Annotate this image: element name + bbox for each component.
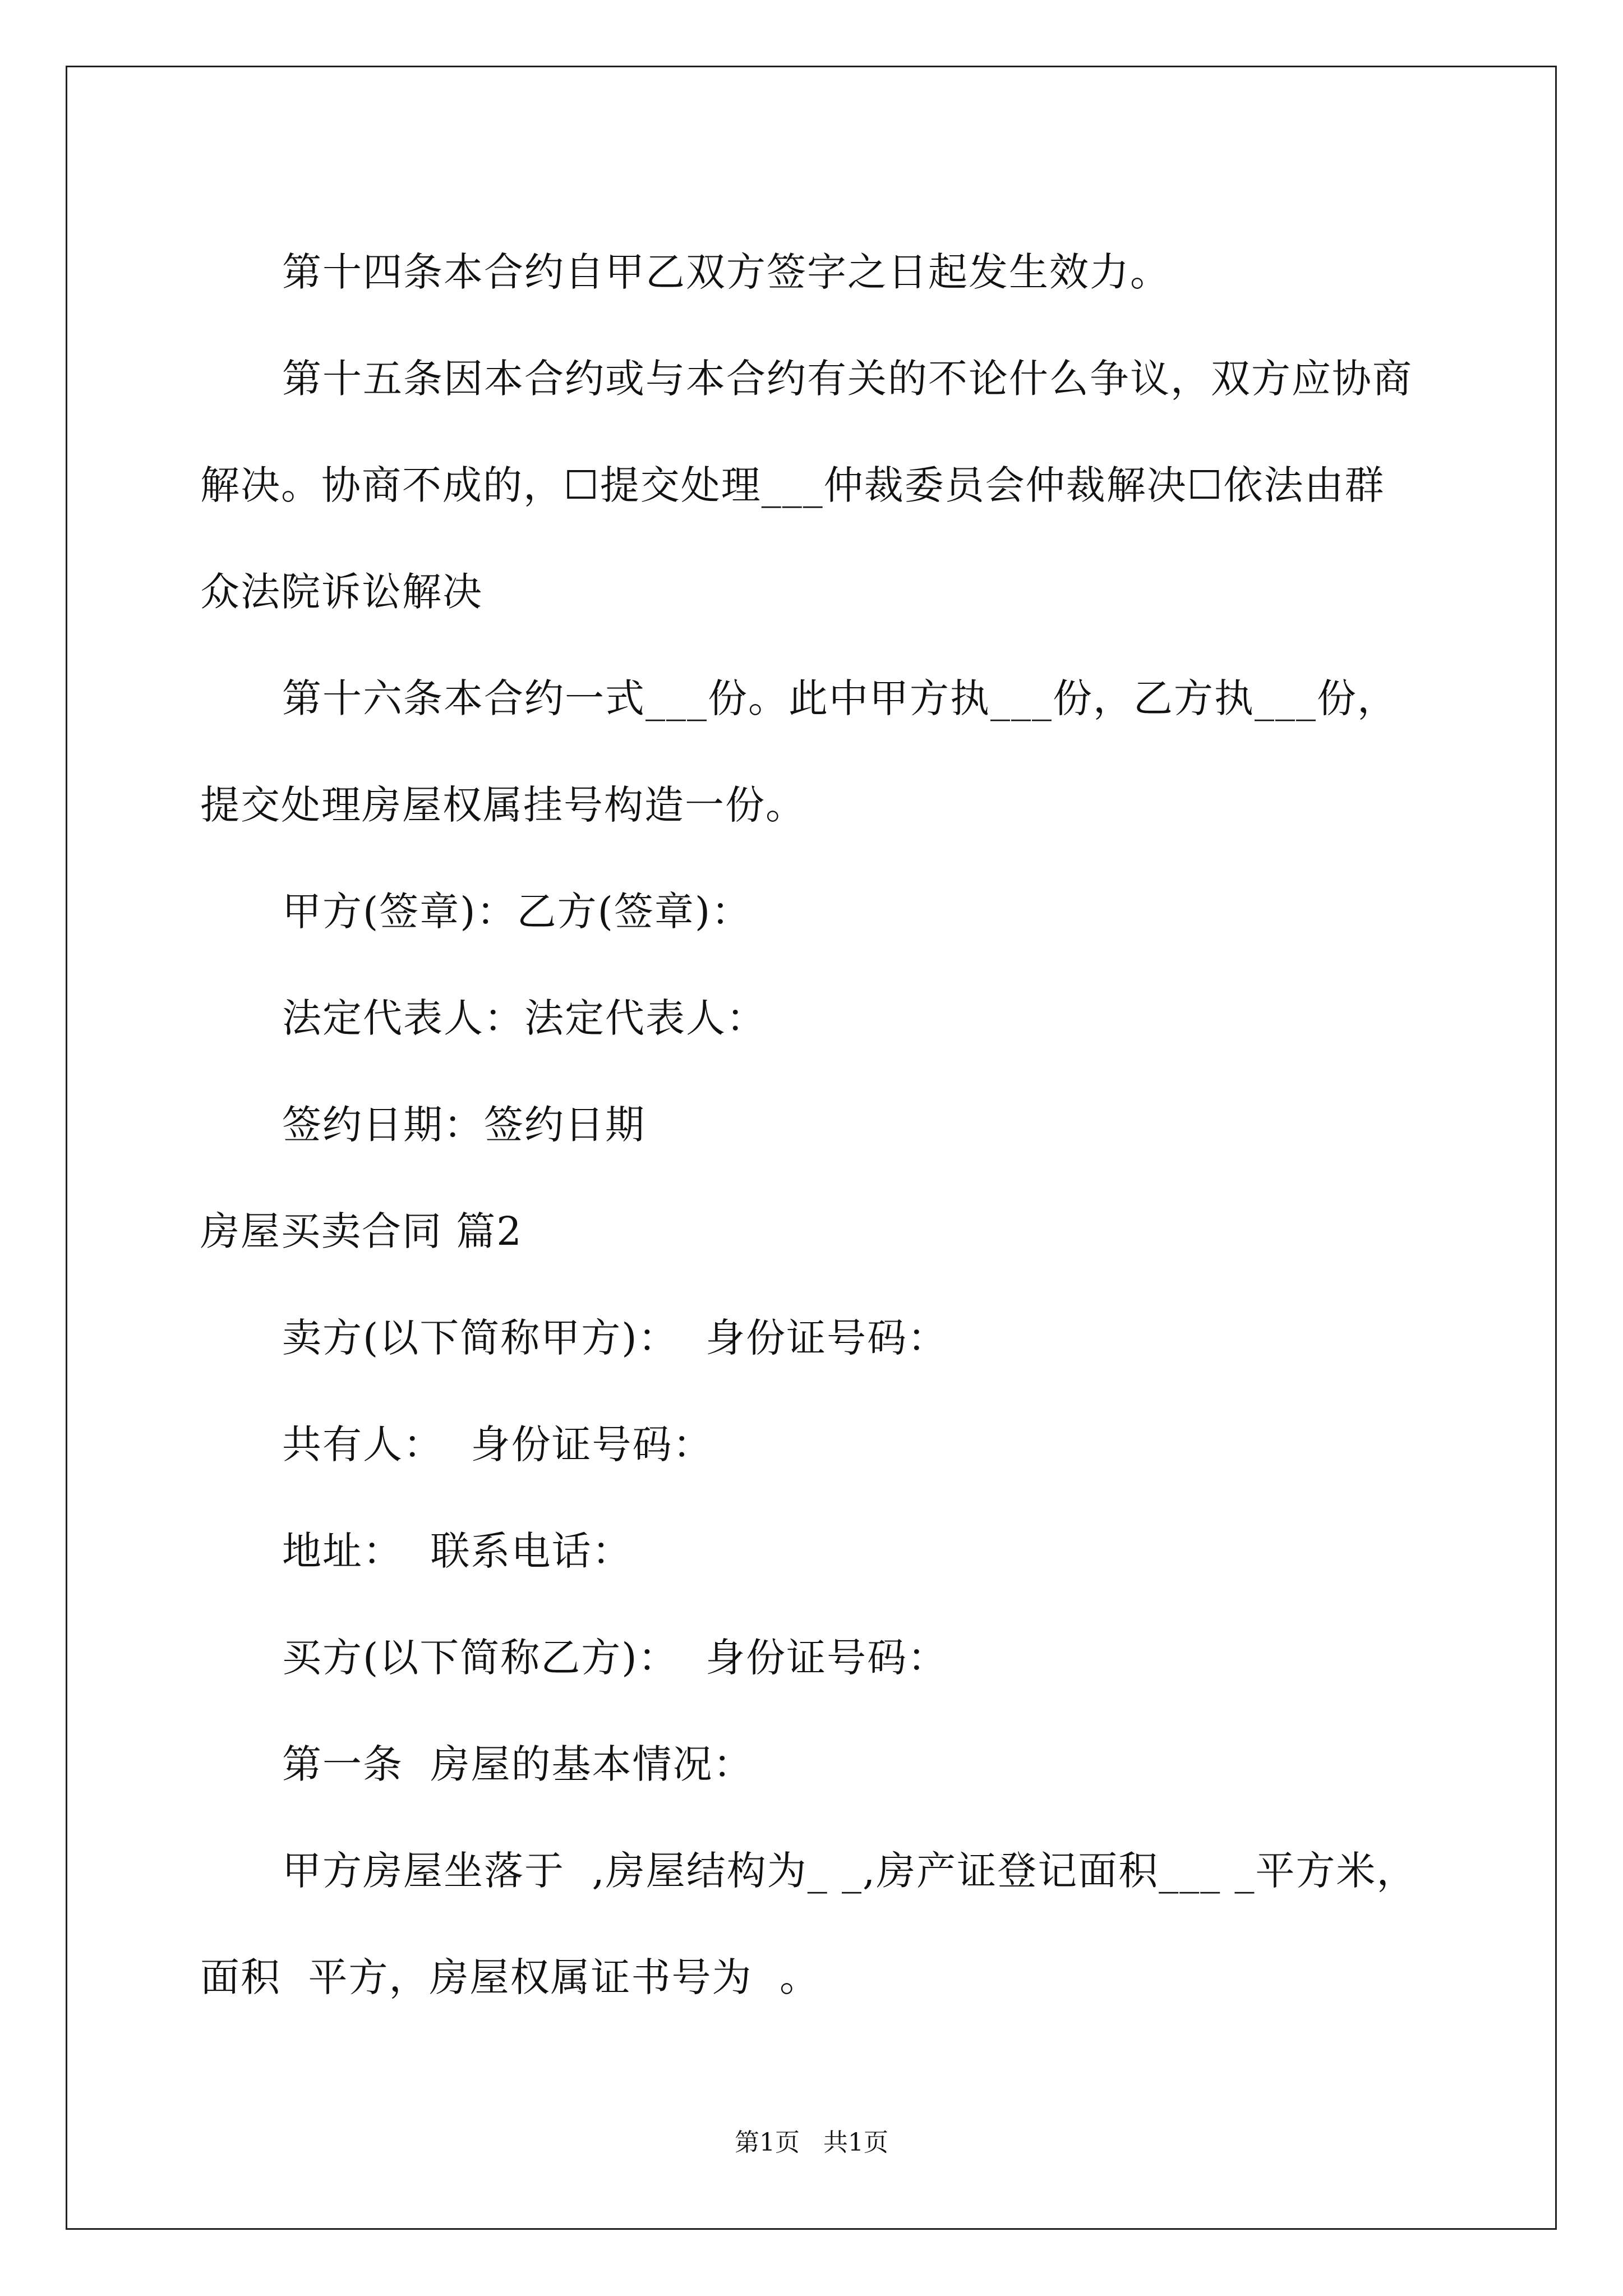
article-16: 第十六条本合约一式___份。此中甲方执___份，乙方执___份，提交处理房屋权属挂号构造一份。 — [200, 675, 1398, 828]
article-1-body: 甲方房屋坐落于 ,房屋结构为_ _,房产证登记面积___ _平方米，面积 平方，房屋权属证书号为 。 — [200, 1848, 1417, 2000]
document-body — [200, 219, 1423, 2031]
article-15: 第十五条因本合约或与本合约有关的不论什么争议，双方应协商解决。协商不成的，☐提交处理___仲裁委员会仲裁解决☐依法由群众法院诉讼解决 — [200, 356, 1413, 615]
page-footer: 第1页 共1页 — [735, 2128, 888, 2157]
buyer-line: 买方(以下简称乙方)： 身份证号码： — [282, 1635, 948, 1681]
signature-line-parties: 甲方(签章)：乙方(签章)： — [282, 889, 752, 935]
signature-line-representatives: 法定代表人：法定代表人： — [282, 995, 767, 1041]
section-heading: 房屋买卖合同 篇2 — [200, 1208, 523, 1254]
co-owner-line: 共有人： 身份证号码： — [282, 1421, 713, 1467]
address-line: 地址： 联系电话： — [282, 1528, 633, 1574]
article-14: 第十四条本合约自甲乙双方签字之日起发生效力。 — [282, 249, 1170, 295]
signature-line-dates: 签约日期：签约日期 — [282, 1102, 645, 1148]
seller-line: 卖方(以下简称甲方)： 身份证号码： — [282, 1315, 948, 1361]
article-1-title: 第一条 房屋的基本情况： — [282, 1741, 754, 1787]
